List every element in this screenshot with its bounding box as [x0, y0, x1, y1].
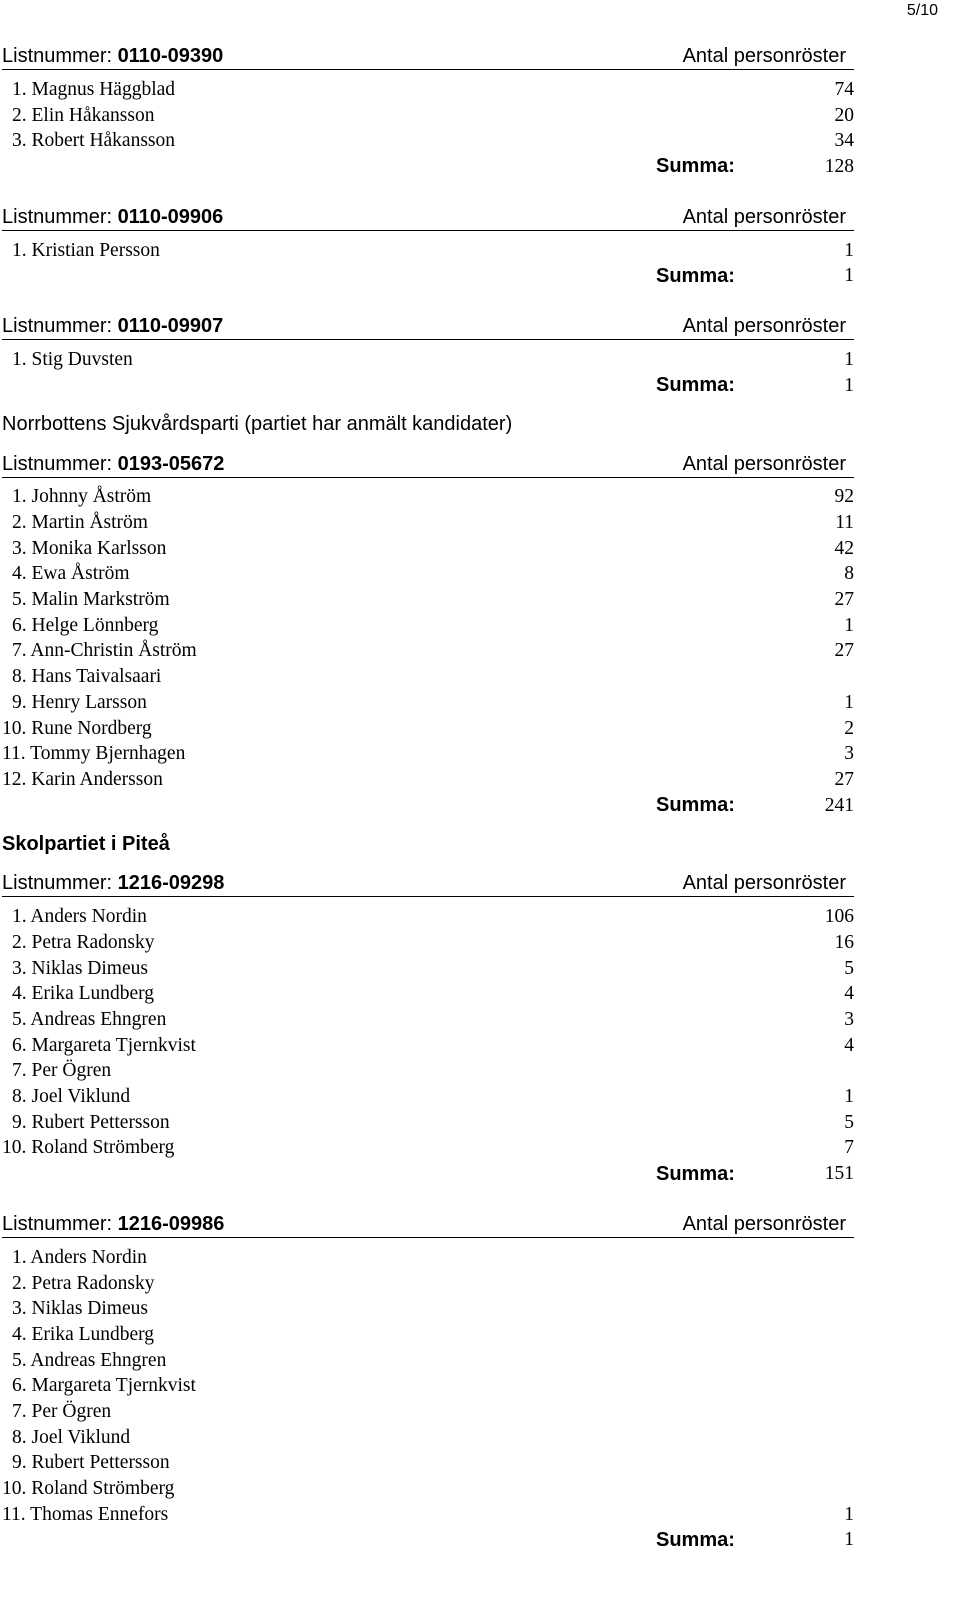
candidate-row: [2, 716, 854, 742]
candidate-votes: 8: [844, 563, 854, 585]
vote-column-header: Antal personröster: [682, 205, 846, 228]
candidate-name: 3. Niklas Dimeus: [12, 1298, 148, 1320]
candidate-votes: 1: [844, 614, 854, 636]
sum-value: 151: [824, 1163, 854, 1185]
candidate-name: 4. Ewa Åström: [12, 563, 130, 585]
candidate-row: [2, 982, 854, 1008]
candidate-name: 1. Johnny Åström: [12, 486, 152, 508]
candidate-row: [2, 1502, 854, 1528]
candidate-votes: 2: [844, 717, 854, 739]
candidate-row: [2, 587, 854, 613]
candidate-votes: 27: [834, 589, 854, 611]
list-number-label: Listnummer:: [2, 315, 118, 338]
candidate-row: [2, 1033, 854, 1059]
sum-label: Summa:: [656, 1162, 735, 1185]
sum-row: [2, 373, 854, 399]
sum-label: Summa:: [656, 374, 735, 397]
list-block: [2, 204, 942, 289]
list-number-label: Listnummer:: [2, 1213, 118, 1235]
candidate-votes: 1: [844, 1086, 854, 1108]
candidate-row: [2, 347, 854, 373]
candidate-row: [2, 1084, 854, 1110]
list-block: [2, 313, 942, 398]
candidate-name: 1. Anders Nordin: [12, 1246, 147, 1268]
candidate-row: [2, 485, 854, 511]
candidate-row: [2, 562, 854, 588]
list-header: [2, 451, 854, 478]
sum-value: 1: [844, 374, 854, 396]
candidate-row: [2, 613, 854, 639]
candidate-row: [2, 1059, 854, 1085]
candidate-name: 6. Helge Lönnberg: [12, 614, 159, 636]
candidate-name: 3. Niklas Dimeus: [12, 957, 148, 979]
candidate-name: 9. Rubert Pettersson: [12, 1452, 170, 1474]
candidate-votes: 27: [834, 640, 854, 662]
candidate-name: 10. Roland Strömberg: [2, 1137, 175, 1159]
candidate-list: [2, 1238, 942, 1553]
vote-column-header: Antal personröster: [682, 452, 846, 475]
candidate-list: [2, 340, 942, 398]
list-number-field: [2, 45, 223, 68]
candidate-votes: 16: [834, 931, 854, 953]
party-title: Norrbottens Sjukvårdsparti (partiet har anmält kandidater): [2, 413, 513, 435]
vote-column-header: Antal personröster: [682, 45, 846, 67]
candidate-votes: 92: [834, 486, 854, 508]
candidate-row: [2, 767, 854, 793]
block-spacer: [2, 1187, 942, 1211]
list-number-label: Listnummer:: [2, 205, 118, 228]
candidate-votes: 1: [844, 691, 854, 713]
sum-row: [2, 1161, 854, 1187]
page-number: 5/10: [906, 2, 938, 19]
candidate-votes: 4: [844, 983, 854, 1005]
candidate-row: [2, 930, 854, 956]
list-number-field: [2, 206, 223, 229]
sum-value: 128: [824, 155, 854, 177]
list-header: [2, 43, 854, 70]
candidate-row: [2, 904, 854, 930]
candidate-votes: 27: [834, 768, 854, 790]
candidate-row: [2, 741, 854, 767]
candidate-list: [2, 478, 942, 819]
candidate-row: [2, 956, 854, 982]
list-number-value: 0193-05672: [117, 452, 225, 475]
sum-row: [2, 263, 854, 289]
candidate-name: 4. Erika Lundberg: [12, 1323, 155, 1345]
candidate-name: 9. Rubert Pettersson: [12, 1111, 170, 1133]
sum-row: [2, 154, 854, 180]
list-header: [2, 204, 854, 231]
candidate-row: [2, 1451, 854, 1477]
candidate-name: 2. Petra Radonsky: [12, 931, 155, 953]
candidate-name: 1. Magnus Häggblad: [12, 78, 176, 100]
list-number-value: 0110-09907: [117, 315, 224, 338]
candidate-votes: 5: [844, 1111, 854, 1133]
candidate-row: [2, 1245, 854, 1271]
candidate-votes: 74: [834, 78, 854, 100]
candidate-votes: 34: [834, 130, 854, 152]
vote-column-header: Antal personröster: [682, 1213, 846, 1235]
candidate-name: 2. Martin Åström: [12, 512, 148, 534]
candidate-row: [2, 1476, 854, 1502]
list-block: [2, 43, 942, 180]
candidate-row: [2, 238, 854, 264]
list-header: [2, 1211, 854, 1238]
list-number-value: 1216-09298: [117, 872, 225, 895]
candidate-row: [2, 1136, 854, 1162]
candidate-row: [2, 1110, 854, 1136]
candidate-name: 4. Erika Lundberg: [12, 983, 155, 1005]
candidate-row: [2, 510, 854, 536]
candidate-row: [2, 1296, 854, 1322]
candidate-votes: 3: [844, 1009, 854, 1031]
sum-label: Summa:: [656, 155, 735, 178]
candidate-row: [2, 536, 854, 562]
candidate-name: 3. Robert Håkansson: [12, 130, 176, 152]
candidate-row: [2, 1348, 854, 1374]
candidate-votes: 11: [835, 512, 854, 534]
list-header: [2, 870, 854, 897]
candidate-name: 2. Petra Radonsky: [12, 1272, 155, 1294]
list-number-value: 0110-09390: [117, 45, 224, 67]
list-block: [2, 870, 942, 1187]
list-block: [2, 1211, 942, 1553]
list-number-label: Listnummer:: [2, 45, 118, 67]
sum-value: 1: [844, 265, 854, 287]
candidate-votes: 4: [844, 1034, 854, 1056]
block-spacer: [2, 180, 942, 204]
vote-column-header: Antal personröster: [682, 872, 846, 895]
list-number-label: Listnummer:: [2, 872, 118, 895]
candidate-row: [2, 1373, 854, 1399]
candidate-votes: 7: [844, 1137, 854, 1159]
candidate-name: 6. Margareta Tjernkvist: [12, 1375, 196, 1397]
candidate-row: [2, 1399, 854, 1425]
candidate-name: 10. Roland Strömberg: [2, 1478, 175, 1500]
candidate-name: 9. Henry Larsson: [12, 691, 147, 713]
candidate-name: 6. Margareta Tjernkvist: [12, 1034, 196, 1056]
candidate-votes: 1: [844, 239, 854, 261]
candidate-name: 7. Ann-Christin Åström: [12, 640, 197, 662]
sum-value: 1: [844, 1529, 854, 1551]
candidate-row: [2, 1271, 854, 1297]
candidate-row: [2, 639, 854, 665]
candidate-name: 8. Joel Viklund: [12, 1086, 131, 1108]
sum-label: Summa:: [656, 1528, 735, 1551]
candidate-votes: 20: [834, 104, 854, 126]
candidate-name: 1. Stig Duvsten: [12, 348, 133, 370]
sum-label: Summa:: [656, 264, 735, 287]
candidate-list: [2, 70, 942, 180]
candidate-row: [2, 1425, 854, 1451]
candidate-name: 5. Malin Markström: [12, 589, 170, 611]
candidate-votes: 106: [824, 906, 854, 928]
candidate-name: 10. Rune Nordberg: [2, 717, 152, 739]
sum-label: Summa:: [656, 794, 735, 817]
candidate-name: 1. Anders Nordin: [12, 906, 147, 928]
candidate-name: 8. Hans Taivalsaari: [12, 666, 162, 688]
candidate-name: 7. Per Ögren: [12, 1060, 112, 1082]
vote-column-header: Antal personröster: [682, 315, 846, 338]
candidate-name: 1. Kristian Persson: [12, 239, 160, 261]
sum-row: [2, 793, 854, 819]
list-number-label: Listnummer:: [2, 452, 118, 475]
list-header: [2, 313, 854, 340]
candidate-votes: 5: [844, 957, 854, 979]
candidate-name: 7. Per Ögren: [12, 1400, 112, 1422]
list-number-field: [2, 872, 224, 895]
candidate-name: 12. Karin Andersson: [2, 768, 163, 790]
sum-value: 241: [824, 794, 854, 816]
candidate-row: [2, 1007, 854, 1033]
candidate-name: 5. Andreas Ehngren: [12, 1009, 167, 1031]
candidate-name: 11. Thomas Ennefors: [2, 1503, 169, 1525]
candidate-name: 8. Joel Viklund: [12, 1426, 131, 1448]
document-body: [2, 43, 942, 1553]
list-number-value: 0110-09906: [117, 205, 224, 228]
list-block: [2, 451, 942, 819]
candidate-name: 11. Tommy Bjernhagen: [2, 743, 186, 765]
list-number-field: [2, 453, 224, 476]
list-number-value: 1216-09986: [117, 1213, 225, 1235]
list-number-field: [2, 315, 223, 338]
party-title: Skolpartiet i Piteå: [2, 832, 170, 855]
candidate-list: [2, 897, 942, 1187]
sum-row: [2, 1528, 854, 1554]
candidate-votes: 1: [844, 348, 854, 370]
candidate-votes: 3: [844, 743, 854, 765]
candidate-row: [2, 103, 854, 129]
candidate-name: 2. Elin Håkansson: [12, 104, 155, 126]
candidate-row: [2, 128, 854, 154]
list-number-field: [2, 1213, 224, 1236]
candidate-row: [2, 690, 854, 716]
candidate-votes: 1: [844, 1503, 854, 1525]
candidate-name: 5. Andreas Ehngren: [12, 1349, 167, 1371]
candidate-name: 3. Monika Karlsson: [12, 537, 167, 559]
candidate-list: [2, 231, 942, 289]
candidate-votes: 42: [834, 537, 854, 559]
candidate-row: [2, 664, 854, 690]
candidate-row: [2, 1322, 854, 1348]
block-spacer: [2, 289, 942, 313]
candidate-row: [2, 77, 854, 103]
